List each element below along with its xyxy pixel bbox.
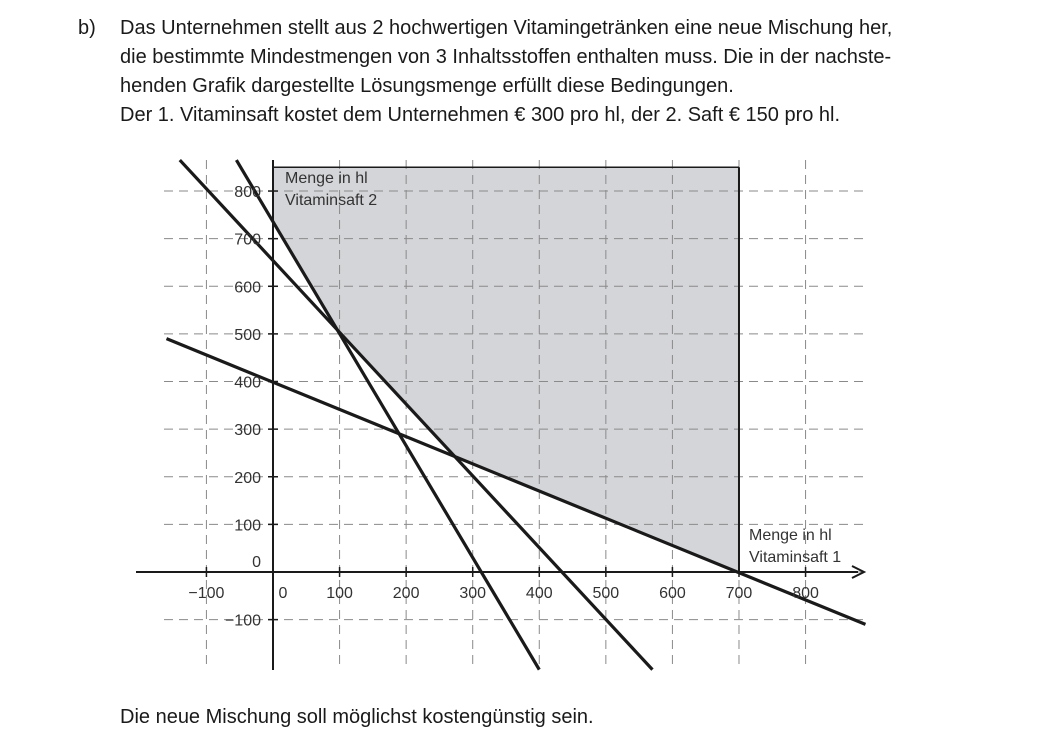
- y-tick-label: 600: [234, 279, 261, 297]
- x-tick-label: 100: [326, 585, 353, 602]
- y-tick-label: 200: [234, 469, 261, 487]
- y-tick-label: 700: [234, 231, 261, 249]
- task-line: henden Grafik dargestellte Lösungsmenge erfüllt diese Bedingungen.: [120, 75, 734, 97]
- y-tick-label: −100: [224, 612, 261, 630]
- y-tick-label: 400: [234, 374, 261, 392]
- y-tick-label: 800: [234, 184, 261, 202]
- y-axis-label-line: Vitaminsaft 2: [285, 192, 378, 209]
- x-tick-label: 800: [792, 585, 819, 602]
- task-line: Das Unternehmen stellt aus 2 hochwertigen Vitamingetränken eine neue Mischung her,: [120, 17, 893, 39]
- x-tick-label: 700: [725, 585, 753, 602]
- y-tick-label: 500: [234, 326, 261, 344]
- x-tick-label: 500: [592, 585, 620, 602]
- x-tick-label: 0: [278, 585, 288, 602]
- y-tick-label: 100: [234, 517, 261, 535]
- x-tick-label: −100: [188, 585, 225, 602]
- x-tick-label: 600: [659, 585, 686, 602]
- footer-text: Die neue Mischung soll möglichst kostengünstig sein.: [120, 706, 594, 728]
- y-tick-label: 0: [252, 554, 261, 571]
- x-tick-label: 200: [392, 585, 420, 602]
- task-line: Der 1. Vitaminsaft kostet dem Unternehmen € 300 pro hl, der 2. Saft € 150 pro hl.: [120, 104, 841, 126]
- task-line: die bestimmte Mindestmengen von 3 Inhaltsstoffen enthalten muss. Die in der nachste-: [120, 46, 892, 68]
- x-tick-label: 300: [459, 585, 487, 602]
- x-tick-label: 400: [525, 585, 553, 602]
- x-axis-label-line: Vitaminsaft 1: [749, 549, 842, 566]
- x-axis-label-line: Menge in hl: [749, 527, 832, 544]
- y-tick-label: 300: [234, 422, 261, 440]
- task-label: b): [78, 17, 96, 39]
- y-axis-label-line: Menge in hl: [285, 170, 368, 187]
